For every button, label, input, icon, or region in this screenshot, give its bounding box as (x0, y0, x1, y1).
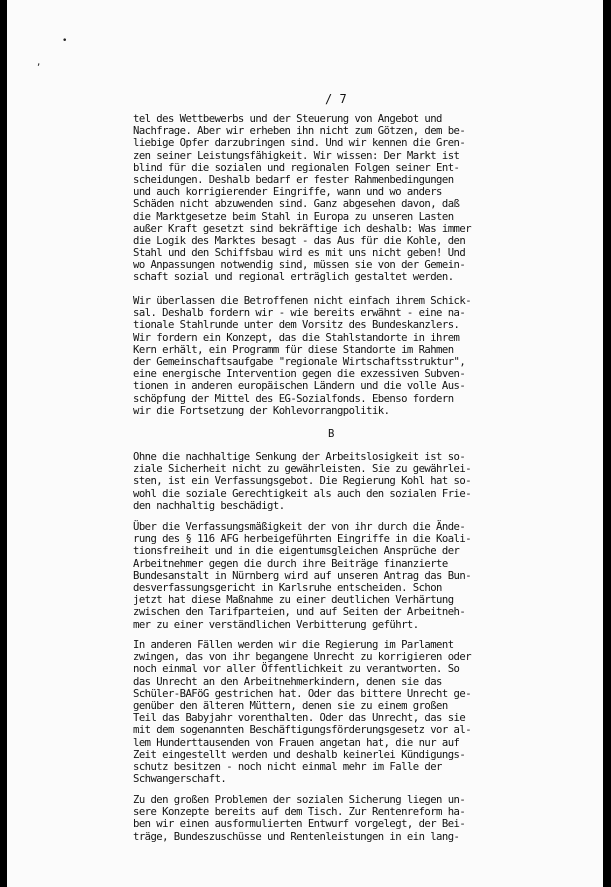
text-line: noch einmal vor aller Öffentlichkeit zu verantworten. So (133, 663, 460, 676)
text-line: schaft sozial und regional erträglich gestaltet werden. (133, 271, 454, 284)
text-line: die Logik des Marktes besagt - das Aus für die Kohle, den (133, 234, 466, 247)
text-line: scheidungen. Deshalb bedarf er fester Rahmenbedingungen (133, 173, 454, 186)
text-line: die Marktgesetze beim Stahl in Europa zu unseren Lasten (133, 210, 454, 223)
text-line: den nachhaltig beschädigt. (133, 499, 285, 512)
text-line: Wir überlassen die Betroffenen nicht einfach ihrem Schick- (133, 295, 472, 307)
paragraph (133, 451, 533, 512)
text-line: jetzt hat diese Maßnahme zu einer deutlichen Verhärtung (133, 594, 454, 607)
margin-mark: , (36, 58, 42, 68)
text-line: mit dem sogenannten Beschäftigungsförderungsgesetz vor al- (133, 724, 472, 737)
text-line: schöpfung der Mittel des EG-Sozialfonds. Ebenso fordern (133, 392, 454, 405)
paragraph (133, 794, 533, 843)
text-line: ziale Sicherheit nicht zu gewährleisten. Sie zu gewährlei- (133, 463, 472, 476)
text-line: sere Konzepte bereits auf dem Tisch. Zur Rentenreform ha- (133, 806, 466, 819)
text-line: schutz besitzen - noch nicht einmal mehr im Falle der (133, 760, 442, 773)
text-line: mer zu einer verständlichen Verbitterung geführt. (133, 618, 419, 631)
section-heading: B (328, 428, 335, 440)
text-line: Schäden nicht abzuwenden sind. Ganz abgesehen davon, daß (133, 198, 460, 211)
text-line: Teil das Babyjahr vorenthalten. Oder das Unrecht, das sie (133, 712, 466, 725)
text-line: zwischen den Tarifparteien, und auf Seiten der Arbeitneh- (133, 606, 466, 619)
text-line: sal. Deshalb fordern wir - wie bereits erwähnt - eine na- (133, 307, 466, 320)
text-line: Arbeitnehmer gegen die durch ihre Beiträge finanzierte (133, 557, 448, 570)
text-line: Ohne die nachhaltige Senkung der Arbeitslosigkeit ist so- (133, 451, 466, 463)
text-line: das Unrecht an den Arbeitnehmerkindern, denen sie das (133, 675, 442, 688)
text-line: wo Anpassungen notwendig sind, müssen sie von der Gemein- (133, 259, 466, 272)
text-line: In anderen Fällen werden wir die Regierung im Parlament (133, 639, 454, 651)
text-line: zwingen, das von ihr begangene Unrecht zu korrigieren oder (133, 651, 472, 664)
paragraph (133, 113, 533, 284)
text-line: Schüler-BAFöG gestrichen hat. Oder das bittere Unrecht ge- (133, 687, 472, 700)
text-line: Schwangerschaft. (133, 773, 227, 786)
text-line: tionale Stahlrunde unter dem Vorsitz des Bundeskanzlers. (133, 319, 460, 332)
text-line: Stahl und den Schiffsbau wird es mit uns nicht geben! Und (133, 247, 466, 260)
text-line: sten, ist ein Verfassungsgebot. Die Regierung Kohl hat so- (133, 475, 472, 488)
text-line: ben wir einen ausformulierten Entwurf vorgelegt, der Bei- (133, 818, 466, 831)
page-number: / 7 (325, 92, 347, 106)
text-line: rung des § 116 AFG herbeigeführten Eingriffe in die Koali- (133, 533, 472, 546)
text-line: wohl die soziale Gerechtigkeit als auch den sozialen Frie- (133, 487, 472, 500)
text-line: außer Kraft gesetzt sind bekräftige ich deshalb: Was immer (133, 222, 472, 235)
text-line: genüber den älteren Müttern, denen sie zu einem großen (133, 699, 448, 712)
text-line: Zeit eingestellt werden und deshalb keinerlei Kündigungs- (133, 748, 466, 761)
text-line: tionen in anderen europäischen Ländern und die volle Aus- (133, 380, 466, 393)
text-line: und auch korrigierender Eingriffe, wann und wo anders (133, 186, 442, 199)
text-line: Über die Verfassungsmäßigkeit der von ihr durch die Ände- (133, 521, 466, 533)
text-line: Nachfrage. Aber wir erheben ihn nicht zum Götzen, dem be- (133, 125, 466, 138)
text-line: blind für die sozialen und regionalen Folgen seiner Ent- (133, 161, 460, 174)
text-line: desverfassungsgericht in Karlsruhe entscheiden. Schon (133, 581, 442, 594)
text-line: eine energische Intervention gegen die exzessiven Subven- (133, 368, 466, 381)
text-line: Bundesanstalt in Nürnberg wird auf unseren Antrag das Bun- (133, 569, 472, 582)
text-line: lem Hunderttausenden von Frauen angetan hat, die nur auf (133, 736, 460, 749)
paragraph (133, 639, 533, 785)
text-line: Wir fordern ein Konzept, das die Stahlstandorte in ihrem (133, 331, 460, 344)
text-line: Zu den großen Problemen der sozialen Sicherung liegen un- (133, 794, 466, 806)
document-page (7, 0, 603, 887)
paragraph (133, 521, 533, 631)
text-line: zen seiner Leistungsfähigkeit. Wir wissen: Der Markt ist (133, 149, 460, 162)
text-line: wir die Fortsetzung der Kohlevorrangpolitik. (133, 404, 390, 417)
text-line: der Gemeinschaftsaufgabe "regionale Wirtschaftsstruktur", (133, 355, 466, 368)
text-line: träge, Bundeszuschüsse und Rentenleistungen in ein lang- (133, 830, 460, 843)
text-line: liebige Opfer darzubringen sind. Und wir kennen die Gren- (133, 137, 466, 150)
paragraph (133, 295, 533, 417)
margin-mark: • (62, 36, 68, 46)
text-line: tel des Wettbewerbs und der Steuerung von Angebot und (133, 113, 442, 125)
text-line: tionsfreiheit und in die eigentumsgleichen Ansprüche der (133, 545, 460, 558)
text-line: Kern erhält, ein Programm für diese Standorte im Rahmen (133, 343, 454, 356)
